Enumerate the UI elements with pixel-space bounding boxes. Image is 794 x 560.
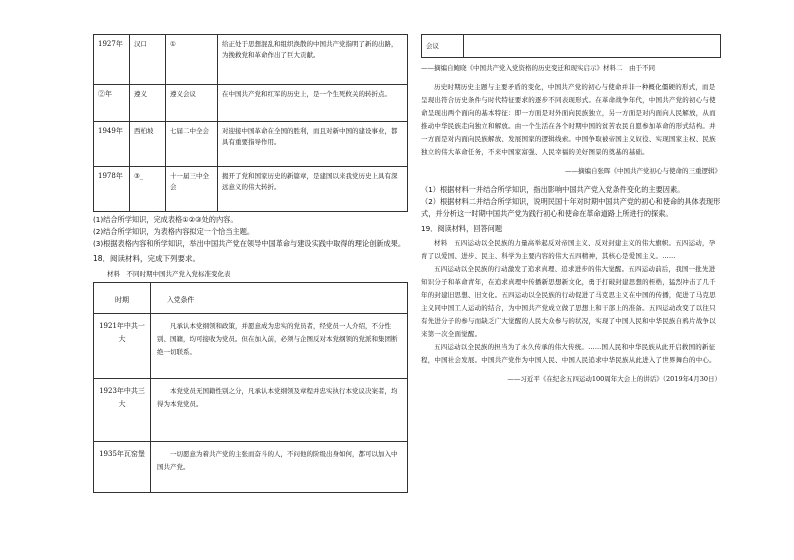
question-18-title: 18．阅读材料，完成下列要求。 xyxy=(93,254,201,263)
condition-cell: 一切愿意为着共产党的主张而奋斗的人，不问他的阶级出身如何，都可以加入中国共产党。 xyxy=(151,442,408,493)
header-condition: 入党条件 xyxy=(151,283,408,314)
year-cell: 1978年 xyxy=(94,167,130,212)
place-cell: ③_ xyxy=(130,167,166,212)
table-continuation-box xyxy=(421,34,721,58)
table-row xyxy=(94,379,408,442)
table-row xyxy=(94,314,408,379)
question-19-paragraph-2: 五四运动以全民族的行动激发了追求真理、追求进步的伟大觉醒。五四运动前后，我国一批先进知识分子和革命青年，在追求真理中传播新思想新文化，勇于打破封建思想的桎梏，猛烈冲击了几千年的封建旧思想、旧文化。五四运动以全民族的行动促进了马克思主义在中国的传播，促进了马克思主义同中国工人运动的结合，为中国共产党成立做了思想上和干部上的准备。五四运动改变了以往只有先进分子的参与而缺乏广大觉醒的人民大众参与的状况，实现了中国人民和中华民族自鸦片战争以来第一次全面觉醒。 xyxy=(421,264,716,338)
question-17 xyxy=(93,214,408,250)
year-cell: ②年 xyxy=(94,85,130,122)
table-row xyxy=(94,35,408,85)
left-column xyxy=(93,34,408,493)
year-cell: 1949年 xyxy=(94,122,130,167)
question-19-paragraph-3: 五四运动以全民族的担当为了永久传承的伟大传统。……国人民和中华民族从此开启救国的新征程，中国社会发展。中国共产党作为中国人民、中国人民追求中华民族从此进入了世界舞台的中心。 xyxy=(421,342,716,364)
year-cell: 1927年 xyxy=(94,35,130,85)
question-19-material: 材料 五四运动以全民族的力量高举起反对帝国主义、反对封建主义的伟大旗帜。五四运动，孕育了以爱国、进步、民主、科学为主要内容的伟大五四精神，其核心是爱国主义。…… xyxy=(421,238,716,260)
period-cell: 1921年中共一大 xyxy=(94,314,151,379)
question-18-part-1: （1）根据材料一并结合所学知识，指出影响中国共产党入党条件变化的主要因素。 xyxy=(421,184,685,194)
period-cell: 1923年中共三大 xyxy=(94,379,151,442)
question-17-part-1: (1)结合所学知识，完成表格①②③处的内容。 xyxy=(93,215,238,224)
source-citation-1: ——摘编自鲍晓《中国共产党入党资格的历史变迁和现实启示》材料二 由于不同 xyxy=(421,64,655,72)
box-label: 会议 xyxy=(422,35,464,57)
events-table xyxy=(93,34,408,212)
party-membership-table xyxy=(93,282,408,493)
meaning-cell: 在中国共产党和红军的历史上，是一个生死攸关的转折点。 xyxy=(218,85,408,122)
question-17-part-3: (3)根据表格内容和所学知识，举出中国共产党在领导中国革命与建设实践中取得的理论创新成果。 xyxy=(93,239,406,248)
meaning-cell: 揭开了党和国家历史的新篇章，是建国以来我党历史上具有深远意义的伟大转折。 xyxy=(218,167,408,212)
event-cell: 七届二中全会 xyxy=(166,122,218,167)
material-2-paragraph: 历史时期历史主题与主要矛盾的变化，中国共产党的初心与使命并非一种概化僵硬的形式，而是呈现出符合历史条件与时代特征要求的逐步不同表现形式。在革命战争年代，中国共产党的初心与使命呈现出两个面向的基本特征：即一方面是对外面向民族独立，另一方面是对内面向人民解放，从而推动中华民族走向独立和解放。由一个生活在各个时期中国的贫苦农民自愿参加革命的形式结构。并一方面是对内面向民族解放、发展国家的逻辑线索。中国争取被帝国主义奴役、实现国家主权、民族独立的伟大革命任务，不来中国家富强、人民幸福的美好图景的奠基的基础。 xyxy=(421,82,716,156)
place-cell: 遵义 xyxy=(130,85,166,122)
period-cell: 1935年瓦窑堡 xyxy=(94,442,151,493)
event-cell: 遵义会议 xyxy=(166,85,218,122)
header-period: 时期 xyxy=(94,283,151,314)
table-row xyxy=(94,85,408,122)
question-18-part-2: （2）根据材料二并结合所学知识，说明民国十年对时期中国共产党的初心和使命的具体表现形式，并分析这一时期中国共产党为践行初心和使命在革命道路上所进行的探索。 xyxy=(421,196,721,218)
event-cell: 十一届三中全会 xyxy=(166,167,218,212)
meaning-cell: 给正处于思想混乱和组织涣散的中国共产党指明了新的出路，为挽救党和革命作出了巨大贡献。 xyxy=(218,35,408,85)
table-row xyxy=(94,167,408,212)
place-cell: 汉口 xyxy=(130,35,166,85)
material-title: 材料 不同时期中国共产党入党标准变化表 xyxy=(107,270,231,278)
table-header-row xyxy=(94,283,408,314)
event-cell: ① xyxy=(166,35,218,85)
right-column xyxy=(421,34,721,392)
question-17-part-2: (2)结合所学知识，为表格内容拟定一个恰当主题。 xyxy=(93,227,255,236)
meaning-cell: 对迎接中国革命在全国的胜利，而且对新中国的建设事业，都具有重要指导作用。 xyxy=(218,122,408,167)
condition-cell: 凡承认本党纲领和政策，并愿意成为忠实的党员者，经党员一人介绍，不分性别、国籍，均可接收为党员。但在加入前，必须与企图反对本党纲领的党派和集团断绝一切联系。 xyxy=(151,314,408,379)
place-cell: 西柏坡 xyxy=(130,122,166,167)
table-row xyxy=(94,442,408,493)
table-row xyxy=(94,122,408,167)
question-19-title: 19．阅读材料，回答问题 xyxy=(421,223,503,233)
source-citation-2: ——摘编自张晖《中国共产党初心与使命的三重逻辑》 xyxy=(565,167,721,175)
source-citation-3: ——习近平《在纪念五四运动100周年大会上的讲话》（2019年4月30日） xyxy=(507,375,721,383)
condition-cell: 本党党员无国籍性别之分，凡承认本党纲领及章程并忠实执行本党议决案者，均得为本党党员。 xyxy=(151,379,408,442)
